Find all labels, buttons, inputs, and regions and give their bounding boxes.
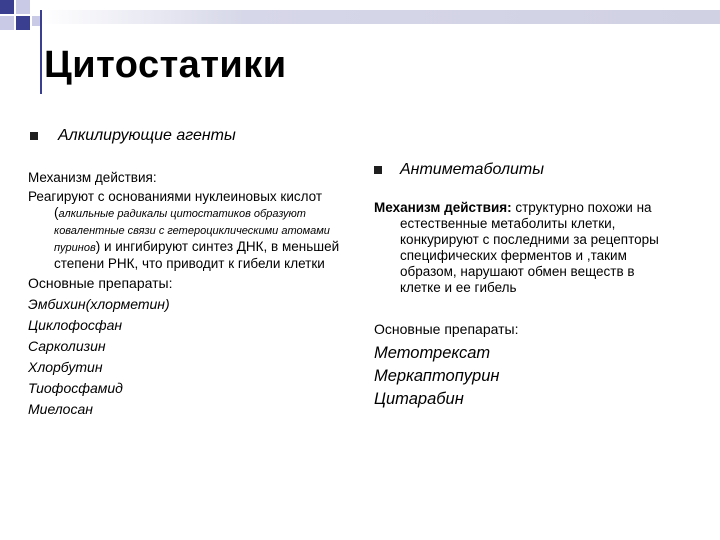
drug-item: Циклофосфан [28, 317, 123, 333]
right-drugs-label: Основные препараты: [374, 321, 519, 337]
left-mech-text [28, 189, 348, 272]
right-column [374, 200, 674, 411]
bullet-square [374, 166, 382, 174]
decor-square-dark [0, 0, 14, 14]
decor-square-light [16, 0, 30, 14]
slide-title: Цитостатики [44, 44, 287, 86]
left-mech-italic: алкильные радикалы цитостатиков образуют ковалентные связи с гетероциклическими атомами пуринов [54, 208, 330, 254]
left-mech-part1: Реагируют с основаниями нуклеиновых кислот ( [28, 189, 323, 220]
drug-item: Миелосан [28, 401, 93, 417]
decor-square-light [0, 16, 14, 30]
left-drugs-label: Основные препараты: [28, 275, 173, 291]
drug-item: Цитарабин [374, 390, 464, 408]
left-mech-part2: ) и ингибируют синтез ДНК, в меньшей степени РНК, что приводит к гибели клетки [54, 239, 340, 271]
drug-item: Метотрексат [374, 344, 491, 362]
drug-item: Хлорбутин [28, 359, 103, 375]
right-mech-label: Механизм действия: [374, 200, 512, 215]
right-mech-text [374, 200, 674, 296]
drug-item: Сарколизин [28, 338, 106, 354]
left-heading: Алкилирующие агенты [58, 127, 236, 144]
drug-item: Тиофосфамид [28, 380, 123, 396]
vertical-line [40, 10, 42, 94]
bullet-square [30, 132, 38, 140]
left-mech-label: Механизм действия: [28, 170, 157, 185]
left-column [28, 170, 348, 420]
right-heading: Антиметаболиты [400, 161, 545, 178]
header-bar [40, 10, 720, 24]
drug-item: Эмбихин(хлорметин) [28, 296, 170, 312]
drug-item: Меркаптопурин [374, 367, 500, 385]
right-mech-body: структурно похожи на естественные метаболиты клетки, конкурируют с последними за рецепторы специфических ферментов и ,таким образом, нарушают обмен веществ в клетке и ее гибель [400, 200, 659, 295]
decor-square-dark [16, 16, 30, 30]
